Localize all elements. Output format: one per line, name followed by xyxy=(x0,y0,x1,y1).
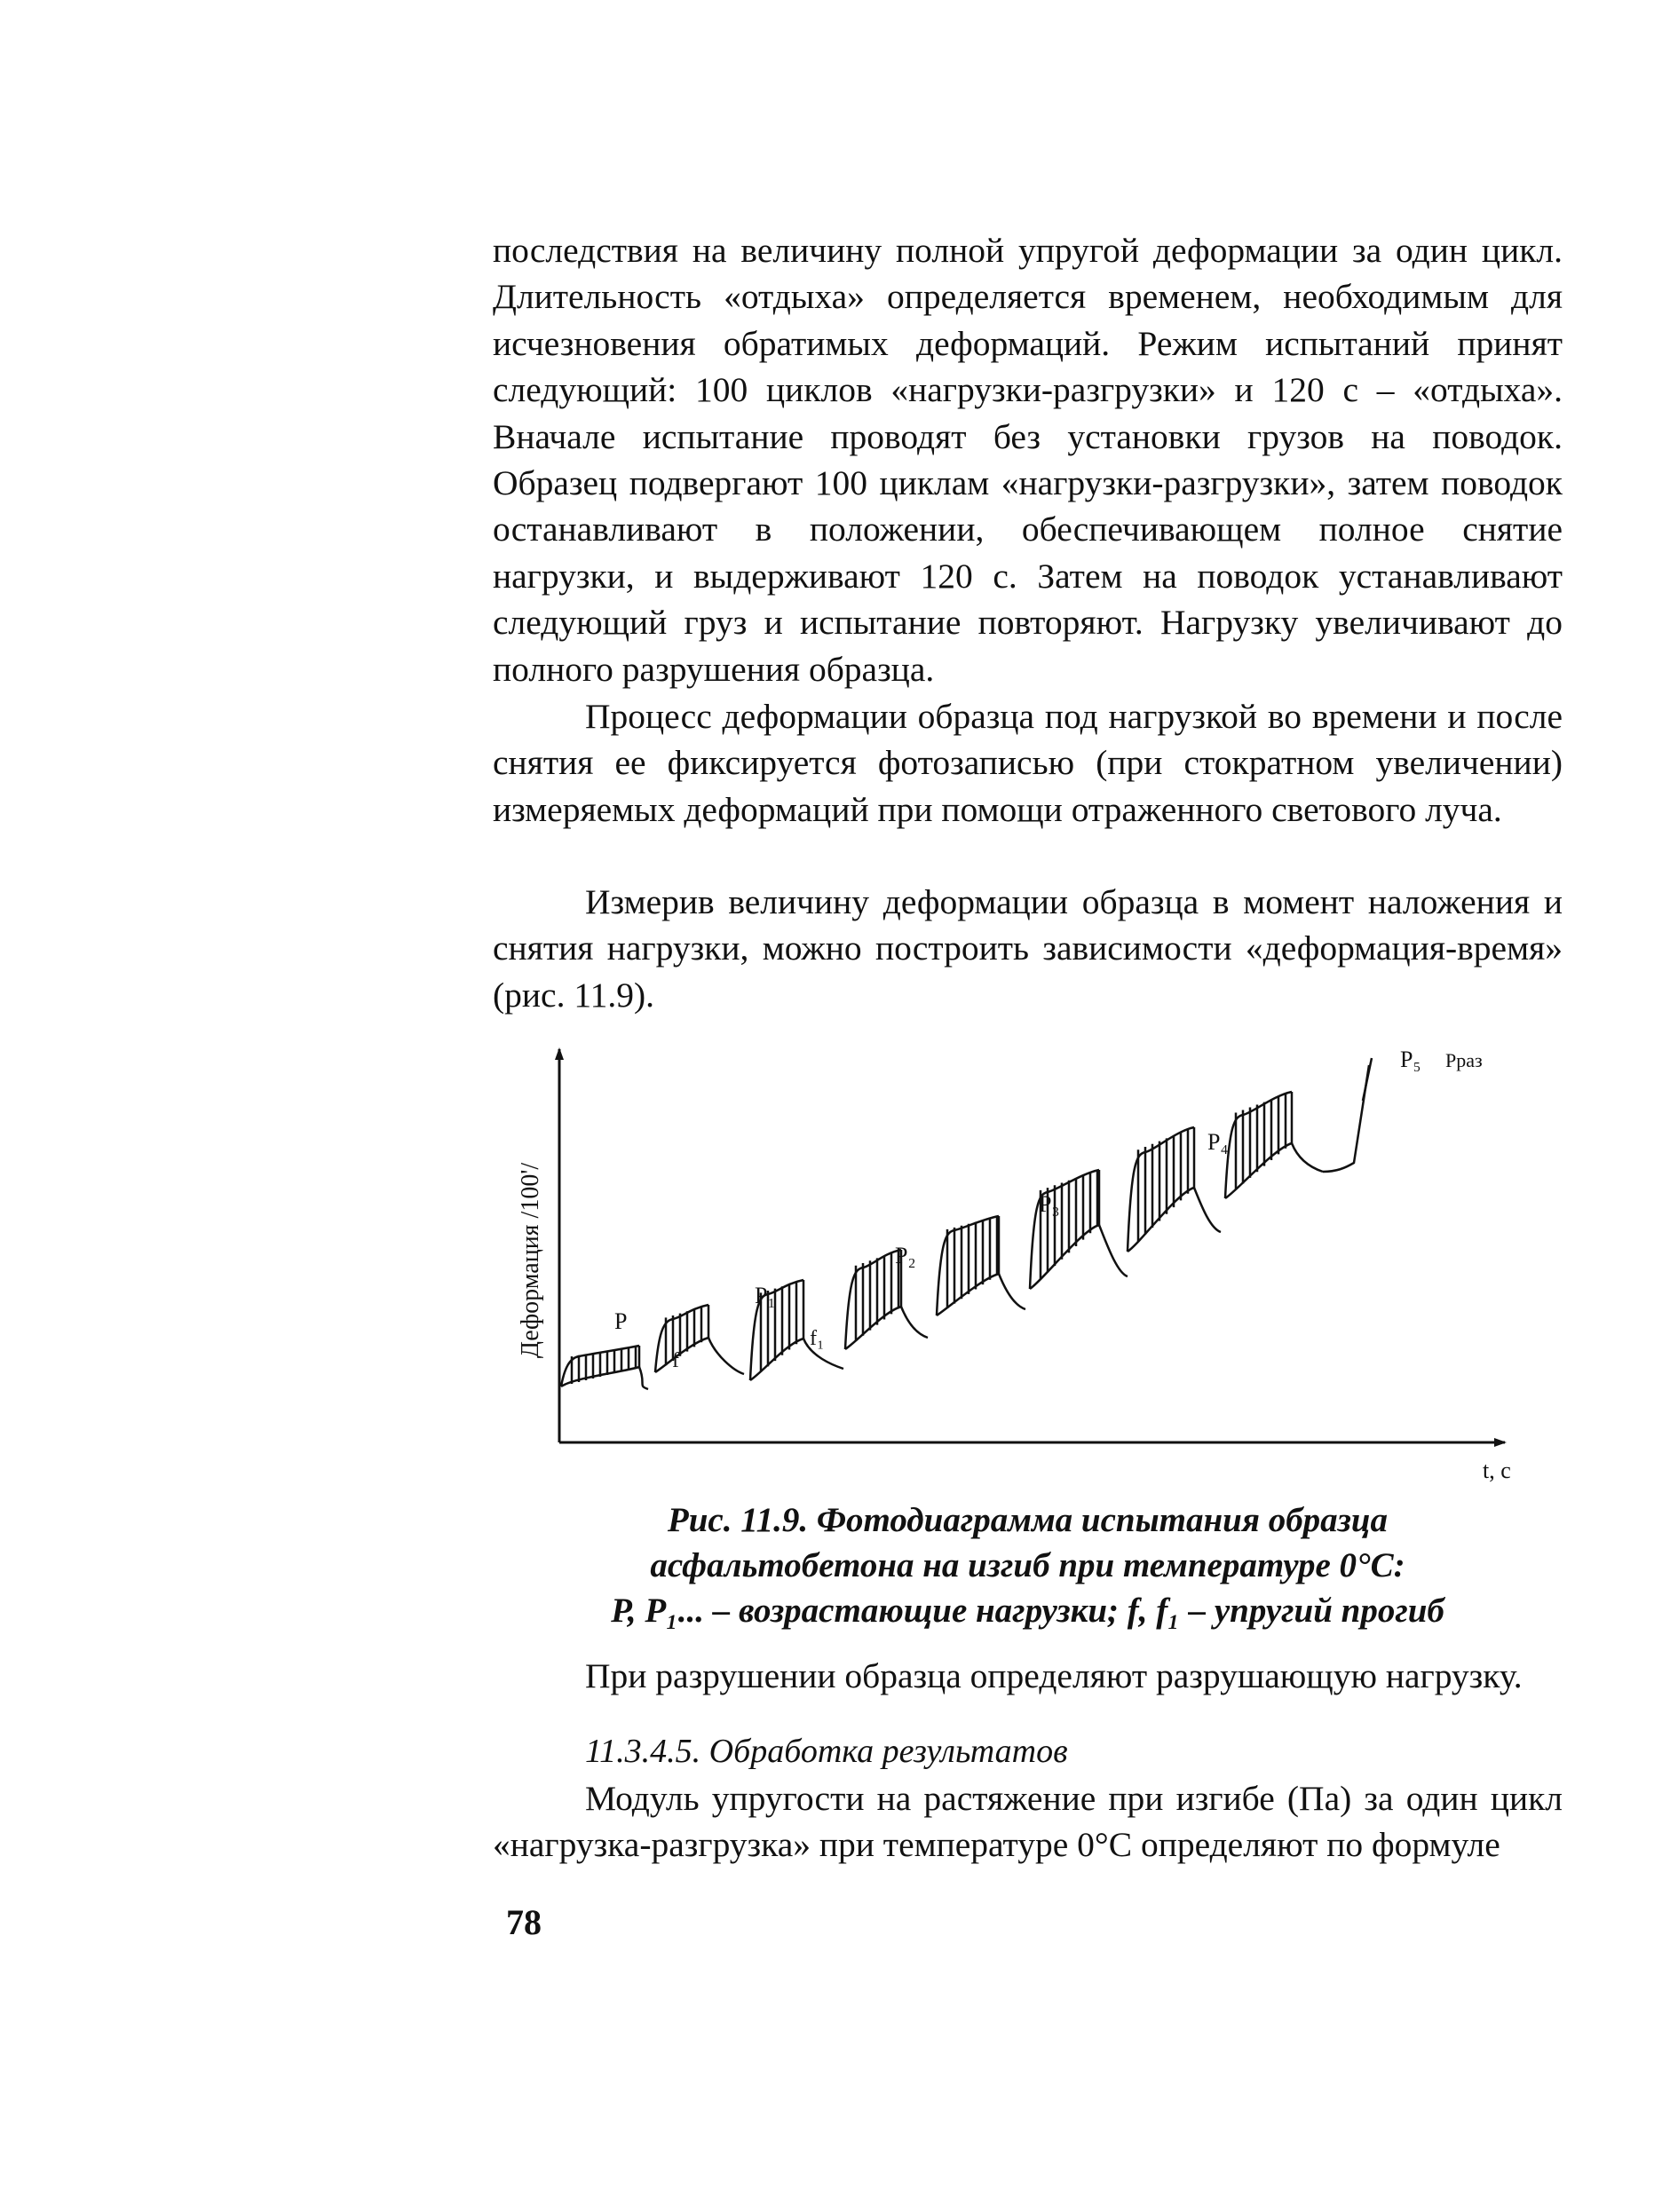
cycle-load-curve xyxy=(845,1250,901,1349)
paragraph-intro: последствия на величину полной упругой деформации за один цикл. Длительность «отдыха» определяется временем, необходимым для исчезновения обратимых деформаций. Режим испытаний принят следующий: 100 циклов «нагрузки-разгрузки» и 120 с – «отдыха». Вначале испытание проводят без установки грузов на поводок. Образец подвергают 100 циклам «нагрузки-разгрузки», затем поводок останавливают в положении, обеспечивающем полное снятие нагрузки, и выдерживают 120 с. Затем на поводок устанавливают следующий груз и испытание повторяют. Нагрузку увеличивают до полного разрушения образца. xyxy=(493,231,1563,689)
load-label-p4: P₄ xyxy=(1207,1129,1229,1155)
deformation-time-diagram xyxy=(506,1039,1536,1491)
x-axis-label: t, c xyxy=(1483,1458,1511,1483)
figure-caption-line-1: Рис. 11.9. Фотодиаграмма испытания образца xyxy=(667,1501,1389,1539)
load-label-p3: P₃ xyxy=(1039,1191,1060,1217)
paragraph-modulus: Модуль упругости на растяжение при изгибе (Па) за один цикл «нагрузка-разгрузка» при температуре 0°С определяют по формуле xyxy=(493,1779,1563,1865)
recovery-curve xyxy=(901,1307,928,1338)
cycle-unload-curve xyxy=(845,1307,901,1349)
load-label-p2: P₂ xyxy=(895,1243,916,1268)
load-cycles xyxy=(561,1058,1372,1389)
recovery-curve xyxy=(999,1274,1025,1309)
cycle-unload-curve xyxy=(655,1338,708,1372)
load-label-p1: P₁ xyxy=(755,1283,776,1308)
paragraph-process: Процесс деформации образца под нагрузкой во времени и после снятия ее фиксируется фотозаписью (при стократном увеличении) измеряемых деформаций при помощи отраженного светового луча. xyxy=(493,697,1563,829)
paragraph-failure: При разрушении образца определяют разрушающую нагрузку. xyxy=(585,1656,1523,1695)
recovery-curve xyxy=(1292,1143,1323,1172)
deflection-label-f: f xyxy=(672,1349,679,1372)
load-label-p5: P₅ xyxy=(1400,1047,1421,1072)
y-axis-label: Деформация /100'/ xyxy=(517,1162,544,1359)
figure-caption-line-2: асфальтобетона на изгиб при температуре 0°С: xyxy=(650,1546,1405,1584)
recovery-curve xyxy=(639,1367,648,1389)
paragraph-measure: Измерив величину деформации образца в момент наложения и снятия нагрузки, можно построить зависимости «деформация-время» (рис. 11.9). xyxy=(493,882,1563,1015)
deflection-label-f1: f₁ xyxy=(810,1327,825,1350)
recovery-curve xyxy=(708,1338,744,1374)
subsection-heading: 11.3.4.5. Обработка результатов xyxy=(585,1733,1068,1770)
rupture-tail xyxy=(1363,1058,1372,1101)
page-number: 78 xyxy=(506,1902,542,1942)
cycle-unload-curve xyxy=(750,1339,803,1380)
rupture-curve xyxy=(1323,1065,1369,1172)
load-label-failure: Pраз xyxy=(1445,1049,1483,1071)
figure-caption-line-3: P, P₁... – возрастающие нагрузки; f, f₁ – упругий прогиб xyxy=(611,1592,1444,1630)
recovery-curve xyxy=(1099,1225,1128,1276)
load-label-p: P xyxy=(614,1308,628,1334)
recovery-curve xyxy=(1194,1188,1221,1232)
